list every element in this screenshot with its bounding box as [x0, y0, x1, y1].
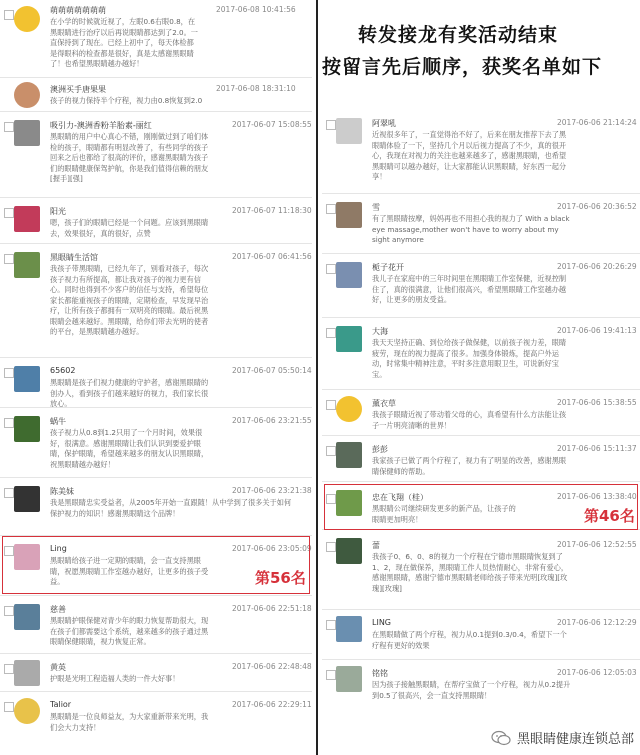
comment-row: [0, 198, 312, 244]
comment-author: 铭铭: [372, 669, 388, 678]
comment-time: 2017-06-06 20:36:52: [557, 202, 637, 211]
comment-time: 2017-06-06 23:21:38: [232, 486, 312, 495]
checkbox[interactable]: [326, 620, 336, 630]
avatar: [336, 396, 362, 422]
comment-time: 2017-06-08 10:41:56: [216, 5, 296, 14]
comment-time: 2017-06-06 12:12:29: [557, 618, 637, 627]
avatar: [336, 118, 362, 144]
checkbox[interactable]: [326, 670, 336, 680]
watermark-text: 黑眼睛健康连锁总部: [516, 732, 634, 747]
checkbox[interactable]: [4, 122, 14, 132]
comment-author: 大海: [372, 327, 388, 336]
comment-author: 蕾: [372, 541, 380, 550]
comment-text: 近视很多年了，一直觉得治不好了，后来在朋友推荐下去了黑眼睛体验了一下，坚持几个月以后视力提高了不少，真的很开心，我现在对视力的关注也越来越多了，感谢黑眼睛，也希望黑眼睛可以越办越好，让大家都能认识黑眼睛，好东西一起分享！: [372, 130, 567, 181]
avatar: [336, 538, 362, 564]
comment-author: 慈善: [50, 605, 66, 614]
comment-author: 雪: [372, 203, 380, 212]
comment-time: 2017-06-06 20:26:29: [557, 262, 637, 271]
checkbox[interactable]: [4, 702, 14, 712]
comment-text: 黑眼睛护眼保健对青少年的眼力恢复帮助很大，现在孩子们都需要这个系统，越来越多的孩子通过黑眼睛保健眼睛，视力恢复正常。: [50, 616, 209, 646]
comment-author: 黄英: [50, 663, 66, 672]
comment-text: 黑眼睛的用户中心真心不错，刚刚做过到了咱们体检的孩子，眼睛都有明显改善了，有些同学的孩子回来之后也都给了很高的评价，感谢黑眼睛为孩子们的眼睛健康保驾护航，你是我们值得信赖的朋友[握手][强]: [50, 132, 209, 183]
comment-time: 2017-06-06 12:52:55: [557, 540, 637, 549]
banner-title: 转发接龙有奖活动结束: [358, 24, 559, 46]
checkbox[interactable]: [326, 204, 336, 214]
comment-text: 因为孩子接触黑眼睛，在帮疗宝做了一个疗程，视力从0.2提升到0.5了很高兴，会一直支持黑眼睛！: [372, 680, 571, 700]
comment-author: Talior: [50, 700, 72, 709]
comment-time: 2017-06-07 05:50:14: [232, 366, 312, 375]
avatar: [14, 416, 40, 442]
comment-row: [0, 78, 312, 112]
avatar: [14, 252, 40, 278]
comment-row: [322, 254, 640, 318]
checkbox[interactable]: [4, 488, 14, 498]
comment-time: 2017-06-07 11:18:30: [232, 206, 312, 215]
comment-row: [0, 692, 312, 755]
comment-row: [322, 532, 640, 610]
comment-time: 2017-06-06 15:11:37: [557, 444, 637, 453]
avatar: [336, 442, 362, 468]
comment-author: 萌萌萌萌萌萌萌: [50, 6, 106, 15]
banner-subtitle: 按留言先后顺序，获奖名单如下: [322, 56, 603, 78]
checkbox[interactable]: [4, 606, 14, 616]
comment-time: 2017-06-07 06:41:56: [232, 252, 312, 261]
comment-text: 我是黑眼睛忠实受益者，从2005年开始一直跟随！从中学到了很多关于如何保护视力的知识！感谢黑眼睛这个品牌！: [50, 498, 292, 518]
comment-row: [0, 596, 312, 654]
comment-author: 彭彭: [372, 445, 388, 454]
comment-time: 2017-06-06 23:05:09: [232, 544, 312, 553]
announcement-banner: [318, 0, 640, 84]
comment-time: 2017-06-06 22:29:11: [232, 700, 312, 709]
avatar: [14, 698, 40, 724]
comment-author: 忠在飞翔（桂）: [372, 493, 428, 502]
avatar: [14, 660, 40, 686]
comment-time: 2017-06-06 22:48:48: [232, 662, 312, 671]
comment-time: 2017-06-07 15:08:55: [232, 120, 312, 129]
comment-author: 澳洲买手唐果果: [50, 85, 106, 94]
avatar: [14, 604, 40, 630]
comment-text: 在小学的时候就近视了，左眼0.6右眼0.8，在黑眼睛进行治疗以后再说眼睛都达到了2.0。一直保持到了现在。已经上初中了，每天体检都是得眼科的检查都是很好，真是太感谢黑眼睛了！也希望黑眼睛越办越好！: [50, 17, 198, 68]
comment-author: 65602: [50, 366, 76, 375]
avatar: [14, 366, 40, 392]
checkbox[interactable]: [326, 328, 336, 338]
avatar: [14, 206, 40, 232]
checkbox[interactable]: [4, 208, 14, 218]
comment-text: 我孩子带黑眼睛，已经九年了，别看对孩子，每次孩子视力有所提高，都让我对孩子的视力更有信心。同时也得到不少客户的信任与支持，希望每位家长都能重视孩子的眼睛，定期检查，早发现早治疗，让所有孩子都拥有一双明亮的眼睛。最后祝黑眼睛会越来越好。黑眼睛，给你们带去光明的使者的平台，是黑眼睛越办越好。: [50, 264, 209, 336]
checkbox[interactable]: [4, 418, 14, 428]
comment-text: 我儿子在家庭中的三年时间里在黑眼睛工作室保健，近视控制住了，真的很满意，让他们很高兴，希望黑眼睛工作室越办越好，让更多的朋友受益。: [372, 274, 567, 304]
checkbox[interactable]: [326, 120, 336, 130]
avatar: [336, 666, 362, 692]
comment-text: 孩子视力从0.8到1.2只用了一个月时间，效果很好，很满意。感谢黑眼睛让我们认识到要爱护眼睛，保护眼睛，希望越来越多的朋友认识黑眼睛，祝黑眼睛越办越好！: [50, 428, 209, 469]
checkbox[interactable]: [326, 400, 336, 410]
comment-row: [0, 478, 312, 536]
comment-text: 黑眼睛给孩子进一定期的眼睛，会一直支持黑眼睛，祝愿黑眼睛工作室越办越好，让更多的孩子受益。: [50, 556, 209, 586]
comment-text: 我天天坚持正确、到位给孩子做保健，以前孩子视力差，眼睛疲劳，现在的视力提高了很多。加强身体锻炼，提高户外运动，时常集中精神注意，平时多注意用眼卫生，可说新好宝宝。: [372, 338, 567, 379]
comment-row: [0, 244, 312, 358]
checkbox[interactable]: [4, 664, 14, 674]
comment-row: [322, 610, 640, 660]
checkbox[interactable]: [4, 368, 14, 378]
comment-row: [0, 654, 312, 692]
comment-author: 蜗牛: [50, 417, 66, 426]
checkbox[interactable]: [326, 264, 336, 274]
comment-author: Ling: [50, 544, 67, 553]
comment-row: [0, 112, 312, 198]
comment-text: 黑眼睛是孩子们视力健康的守护者，感谢黑眼睛的创办人，看到孩子们越来越好的视力，我们家长很放心。: [50, 378, 209, 408]
avatar: [336, 202, 362, 228]
avatar: [14, 120, 40, 146]
avatar: [14, 6, 40, 32]
checkbox[interactable]: [4, 254, 14, 264]
comment-text: 孩子的视力保持半个疗程，视力由0.8恢复到2.0: [50, 96, 203, 105]
comment-author: 阳光: [50, 207, 66, 216]
watermark: [491, 728, 634, 747]
wechat-icon: [491, 730, 511, 746]
comment-list-left: [0, 0, 312, 755]
comment-time: 2017-06-06 13:38:40: [557, 492, 637, 501]
comment-time: 2017-06-06 22:51:18: [232, 604, 312, 613]
comment-text: 有了黑眼睛按摩，妈妈再也不用担心我的视力了 With a black eye massage,mother won't have to worry about my sight anymore: [372, 214, 570, 244]
avatar: [336, 616, 362, 642]
comment-text: 在黑眼睛做了两个疗程，视力从0.1提到0.3/0.4，希望下一个疗程有更好的效果: [372, 630, 567, 650]
comment-author: LING: [372, 618, 391, 627]
prize-rank-label: 第56名: [255, 569, 306, 587]
avatar: [14, 486, 40, 512]
comment-author: 黑眼睛生活馆: [50, 253, 98, 262]
comment-row: [322, 390, 640, 436]
comment-time: 2017-06-06 21:14:24: [557, 118, 637, 127]
comment-list-right: [322, 0, 640, 755]
avatar: [336, 262, 362, 288]
comment-text: 我孩子0、6、0、8的视力一个疗程在宁德市黑眼睛恢复到了1、2，现在做保养，黑眼睛工作人员热情耐心，非常有爱心，感谢黑眼睛，感谢宁德市黑眼睛老师给孩子带来光明[玫瑰][玫瑰][玫瑰]: [372, 552, 569, 593]
comment-time: 2017-06-06 15:38:55: [557, 398, 637, 407]
comment-author: 薰衣草: [372, 399, 396, 408]
comment-time: 2017-06-06 23:21:55: [232, 416, 312, 425]
comment-text: 我孩子眼睛近视了带动着父母的心，真希望有什么方法能让孩子一片明亮清晰的世界！: [372, 410, 567, 430]
comment-time: 2017-06-06 19:41:13: [557, 326, 637, 335]
comment-text: 护眼是光明工程造福人类的一件大好事！: [50, 674, 180, 683]
comment-author: 陈美妹: [50, 487, 74, 496]
comment-row: [322, 194, 640, 254]
avatar: [336, 326, 362, 352]
checkbox[interactable]: [4, 10, 14, 20]
comment-author: 栀子花开: [372, 263, 404, 272]
comment-author: 吸引力-澳洲香粉羊胎素-丽红: [50, 121, 152, 130]
comment-text: 我家孩子已做了两个疗程了，视力有了明显的改善，感谢黑眼睛保健师的帮助。: [372, 456, 567, 476]
comment-text: 黑眼睛公司继续研发更多的新产品，让孩子的眼睛更加明亮！: [372, 504, 516, 524]
comment-row: [0, 408, 312, 478]
comment-text: 嗯，孩子们的眼睛已经是一个问题。应该到黑眼睛去，效果很好，真的很好，点赞: [50, 218, 209, 238]
column-divider: [316, 0, 318, 755]
comment-row: [322, 110, 640, 194]
comment-time: 2017-06-06 12:05:03: [557, 668, 637, 677]
comment-row: [322, 436, 640, 482]
checkbox[interactable]: [326, 542, 336, 552]
avatar: [14, 82, 40, 108]
comment-row: [0, 0, 312, 78]
comment-time: 2017-06-08 18:31:10: [216, 84, 296, 93]
comment-row: [322, 318, 640, 390]
comment-author: 阿翠吼: [372, 119, 396, 128]
comment-text: 黑眼睛是一位良师益友，为大家重新带来光明，我们会大力支持！: [50, 712, 209, 732]
comment-row: [0, 358, 312, 408]
prize-rank-label: 第46名: [584, 507, 635, 525]
checkbox[interactable]: [326, 446, 336, 456]
